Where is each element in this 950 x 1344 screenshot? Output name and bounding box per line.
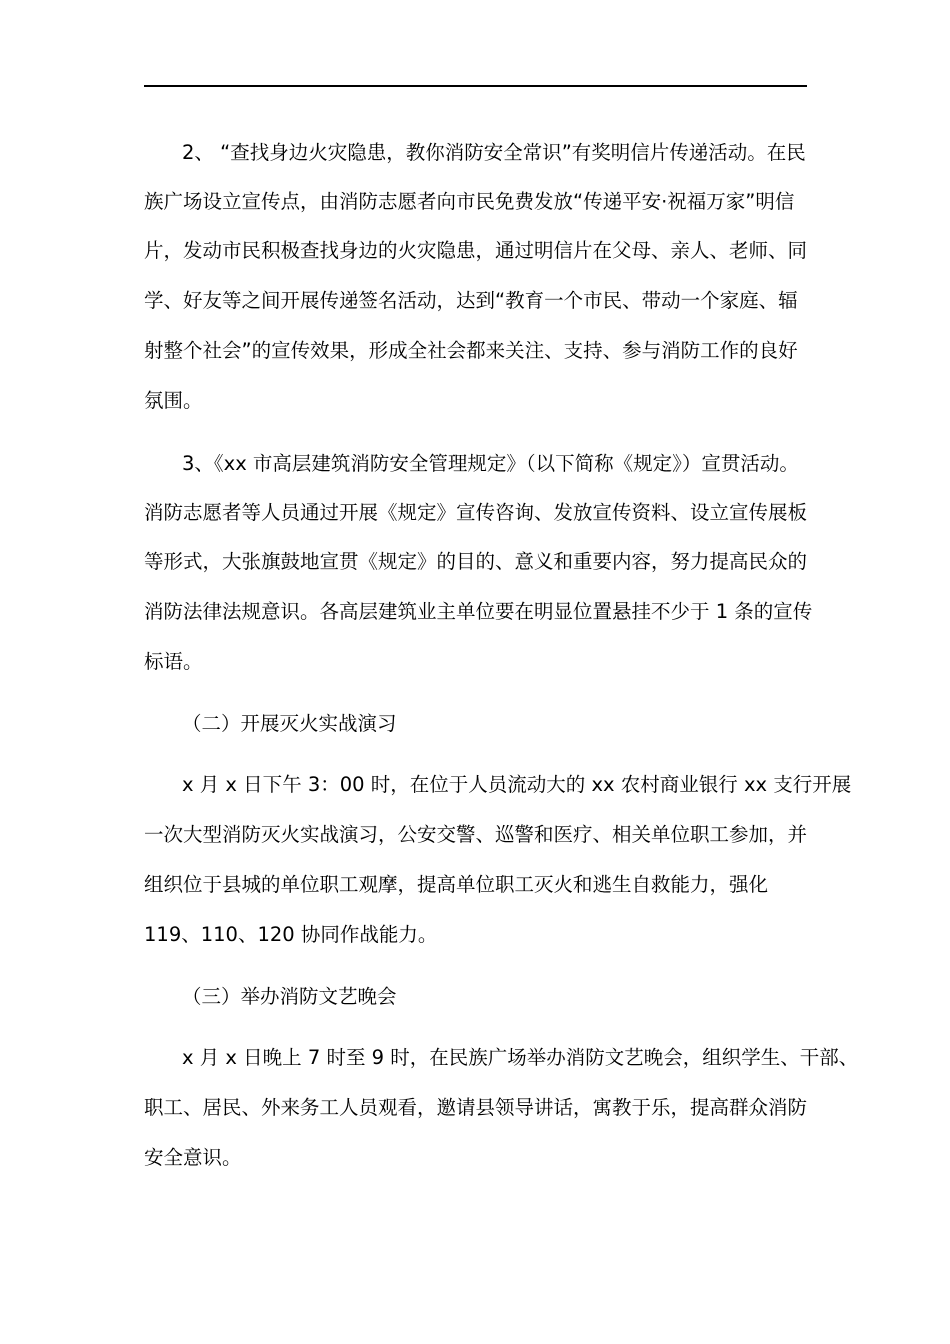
paragraph-item2-line-5: 射整个社会”的宣传效果，形成全社会都来关注、支持、参与消防工作的良好: [144, 339, 798, 362]
paragraph-item2-line-1: 2、 “查找身边火灾隐患，教你消防安全常识”有奖明信片传递活动。在民: [182, 141, 806, 164]
paragraph-drill-line-2: 一次大型消防灭火实战演习，公安交警、巡警和医疗、相关单位职工参加，并: [144, 823, 808, 846]
paragraph-item2-line-4: 学、好友等之间开展传递签名活动，达到“教育一个市民、带动一个家庭、辐: [144, 289, 798, 312]
paragraph-item3-line-2: 消防志愿者等人员通过开展《规定》宣传咨询、发放宣传资料、设立宣传展板: [144, 501, 808, 524]
paragraph-gala-line-2: 职工、居民、外来务工人员观看，邀请县领导讲话，寓教于乐，提高群众消防: [144, 1096, 808, 1119]
paragraph-item2-line-6: 氛围。: [144, 389, 203, 412]
paragraph-drill-line-3: 组织位于县城的单位职工观摩，提高单位职工灭火和逃生自救能力，强化: [144, 873, 769, 896]
paragraph-item3-line-5: 标语。: [144, 650, 203, 673]
paragraph-gala-line-1: x 月 x 日晚上 7 时至 9 时，在民族广场举办消防文艺晚会，组织学生、干部、: [182, 1046, 859, 1069]
section-heading-3: （三）举办消防文艺晚会: [182, 985, 397, 1008]
paragraph-item3-line-4: 消防法律法规意识。各高层建筑业主单位要在明显位置悬挂不少于 1 条的宣传: [144, 600, 813, 623]
paragraph-item3-line-1: 3、《xx 市高层建筑消防安全管理规定》（以下简称《规定》）宣贯活动。: [182, 452, 799, 475]
paragraph-item3-line-3: 等形式，大张旗鼓地宣贯《规定》的目的、意义和重要内容，努力提高民众的: [144, 550, 808, 573]
paragraph-gala-line-3: 安全意识。: [144, 1146, 242, 1169]
paragraph-drill-line-1: x 月 x 日下午 3：00 时，在位于人员流动大的 xx 农村商业银行 xx 支行开展: [182, 773, 852, 796]
header-rule: [144, 85, 807, 87]
section-heading-2: （二）开展灭火实战演习: [182, 712, 397, 735]
paragraph-drill-line-4: 119、110、120 协同作战能力。: [144, 923, 438, 946]
paragraph-item2-line-3: 片，发动市民积极查找身边的火灾隐患，通过明信片在父母、亲人、老师、同: [144, 239, 808, 262]
paragraph-item2-line-2: 族广场设立宣传点，由消防志愿者向市民免费发放“传递平安·祝福万家”明信: [144, 190, 795, 213]
